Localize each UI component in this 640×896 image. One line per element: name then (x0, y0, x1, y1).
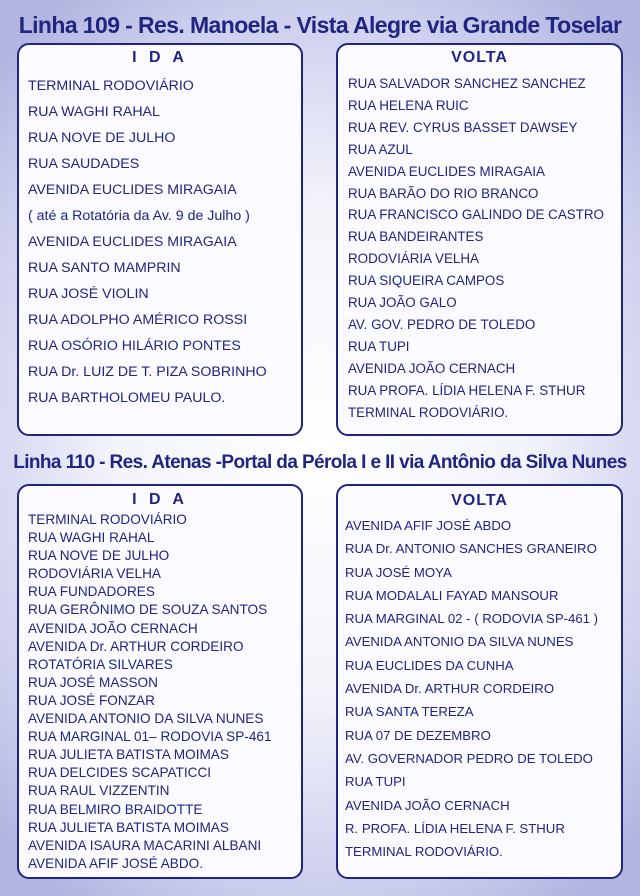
stop-item: TERMINAL RODOVIÁRIO. (348, 404, 509, 420)
stop-item: RUA DELCIDES SCAPATICCI (28, 765, 212, 781)
stop-item: RUA BARÃO DO RIO BRANCO (348, 185, 539, 201)
stop-item: RUA 07 DE DEZEMBRO (345, 727, 491, 743)
stop-item: RUA TUPI (345, 774, 406, 790)
stop-item: AVENIDA EUCLIDES MIRAGAIA (28, 182, 237, 198)
stop-item: RUA BELMIRO BRAIDOTTE (28, 801, 203, 817)
stop-item: RUA ADOLPHO AMÉRICO ROSSI (28, 312, 248, 328)
stop-item: AVENIDA JOÃO CERNACH (345, 797, 510, 813)
stop-item: TERMINAL RODOVIÁRIO. (345, 844, 503, 860)
stop-item: RUA FUNDADORES (28, 584, 155, 600)
stop-item: RUA BARTHOLOMEU PAULO. (28, 390, 226, 406)
stop-item: RUA Dr. ANTONIO SANCHES GRANEIRO (345, 541, 597, 557)
stop-item: ( até a Rotatória da Av. 9 de Julho ) (28, 208, 250, 224)
stop-item: RUA JOSÉ MOYA (345, 564, 452, 580)
stop-item: AV. GOV. PEDRO DE TOLEDO (348, 316, 536, 332)
stop-item: RUA JOSÉ VIOLIN (28, 286, 149, 302)
stop-item: RUA MODALALI FAYAD MANSOUR (345, 587, 559, 603)
stop-item: RUA OSÓRIO HILÁRIO PONTES (28, 338, 241, 354)
stop-item: RUA GERÔNIMO DE SOUZA SANTOS (28, 602, 268, 618)
stop-item: R. PROFA. LÍDIA HELENA F. STHUR (345, 820, 565, 836)
stop-item: RUA JOÃO GALO (348, 295, 457, 311)
stop-item: RUA SALVADOR SANCHEZ SANCHEZ (348, 76, 586, 91)
line-109-volta-box (336, 43, 623, 436)
stop-item: RUA JULIETA BATISTA MOIMAS (28, 747, 229, 763)
stop-list (19, 73, 301, 411)
stop-item: RUA JOSÉ FONZAR (28, 692, 155, 708)
stop-item: RUA PROFA. LÍDIA HELENA F. STHUR (348, 382, 586, 398)
stop-item: TERMINAL RODOVIÁRIO (28, 512, 187, 527)
stop-item: RUA FRANCISCO GALINDO DE CASTRO (348, 207, 604, 223)
ida-heading: I D A (132, 49, 188, 66)
line-109-ida-box (17, 43, 303, 436)
stop-item: AVENIDA JOÃO CERNACH (28, 620, 198, 636)
stop-item: RUA WAGHI RAHAL (28, 104, 160, 120)
stop-item: AVENIDA EUCLIDES MIRAGAIA (28, 234, 237, 250)
stop-item: AVENIDA EUCLIDES MIRAGAIA (348, 163, 545, 179)
stop-item: AVENIDA ANTONIO DA SILVA NUNES (28, 711, 264, 727)
stop-item: RUA MARGINAL 02 - ( RODOVIA SP-461 ) (345, 611, 599, 627)
stop-item: RUA BANDEIRANTES (348, 229, 484, 245)
stop-item: RUA AZUL (348, 141, 413, 157)
line-109-title: Linha 109 - Res. Manoela - Vista Alegre via Grande Toselar (18, 12, 622, 38)
stop-item: RUA JULIETA BATISTA MOIMAS (28, 819, 229, 835)
line-110-volta-box (336, 484, 623, 879)
ida-heading: I D A (132, 491, 188, 508)
stop-item: RUA RAUL VIZZENTIN (28, 783, 170, 799)
line-110-title: Linha 110 - Res. Atenas -Portal da Pérola I e II via Antônio da Silva Nunes (13, 452, 627, 473)
stop-item: AVENIDA Dr. ARTHUR CORDEIRO (28, 638, 244, 654)
line-110-ida-box (17, 484, 303, 879)
stop-item: AVENIDA Dr. ARTHUR CORDEIRO (345, 681, 555, 697)
volta-heading: VOLTA (451, 49, 508, 66)
stop-item: AVENIDA AFIF JOSÉ ABDO. (28, 855, 204, 871)
stop-item: RUA SAUDADES (28, 156, 140, 172)
stop-item: RUA REV. CYRUS BASSET DAWSEY (348, 119, 578, 135)
stop-item: RUA NOVE DE JULHO (28, 548, 170, 564)
stop-item: RUA WAGHI RAHAL (28, 530, 155, 546)
stop-item: RUA JOSÉ MASSON (28, 674, 158, 690)
stop-item: RUA SANTO MAMPRIN (28, 260, 181, 276)
stop-item: RODOVIÁRIA VELHA (28, 566, 161, 582)
stop-item: RUA SIQUEIRA CAMPOS (348, 273, 505, 289)
stop-list (338, 73, 621, 424)
stop-item: AVENIDA ISAURA MACARINI ALBANI (28, 837, 262, 853)
stop-item: RUA TUPI (348, 338, 410, 354)
stop-list (19, 511, 301, 873)
stop-item: AVENIDA ANTONIO DA SILVA NUNES (345, 634, 574, 650)
stop-list (338, 514, 621, 863)
stop-item: RUA NOVE DE JULHO (28, 130, 176, 146)
stop-item: RUA MARGINAL 01– RODOVIA SP-461 (28, 729, 272, 745)
stop-item: AV. GOVERNADOR PEDRO DE TOLEDO (345, 750, 593, 766)
stop-item: RUA Dr. LUIZ DE T. PIZA SOBRINHO (28, 364, 267, 380)
stop-item: RODOVIÁRIA VELHA (348, 251, 479, 267)
stop-item: RUA SANTA TEREZA (345, 704, 474, 720)
stop-item: ROTATÓRIA SILVARES (28, 656, 173, 672)
stop-item: RUA HELENA RUIC (348, 97, 469, 113)
stop-item: RUA EUCLIDES DA CUNHA (345, 657, 514, 673)
stop-item: AVENIDA JOÃO CERNACH (348, 360, 516, 376)
stop-item: AVENIDA AFIF JOSÉ ABDO (345, 518, 512, 533)
stop-item: TERMINAL RODOVIÁRIO (28, 78, 194, 94)
volta-heading: VOLTA (451, 492, 508, 509)
